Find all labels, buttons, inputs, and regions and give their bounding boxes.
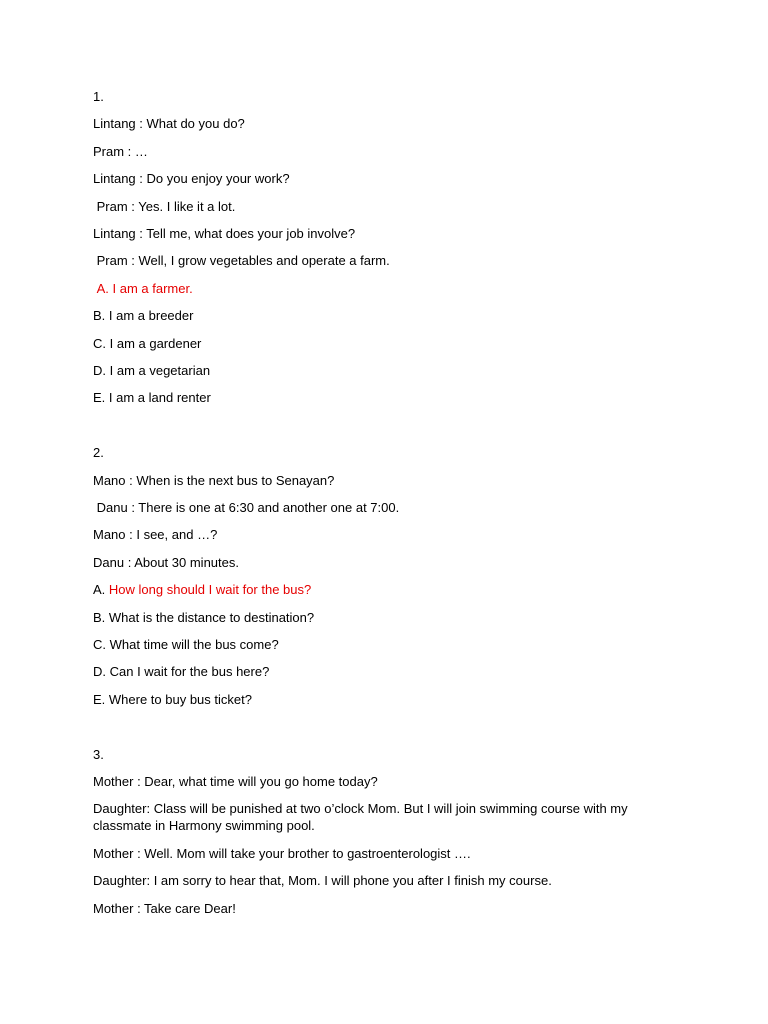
answer-option: C. What time will the bus come? [93,636,279,652]
answer-option-prefix: A. [93,582,109,598]
dialogue-line: Danu : About 30 minutes. [93,554,239,570]
answer-option: D. Can I wait for the bus here? [93,664,270,680]
dialogue-line: Lintang : Do you enjoy your work? [93,171,290,187]
question-1 [93,88,653,406]
question-3 [93,746,653,917]
dialogue-line: Pram : Yes. I like it a lot. [93,198,236,214]
answer-option: E. I am a land renter [93,390,211,406]
question-number: 3. [93,746,104,762]
answer-option: D. I am a vegetarian [93,362,211,378]
question-number: 2. [93,445,104,461]
answer-option-correct: A. I am a farmer. [93,280,193,296]
dialogue-line: Mano : When is the next bus to Senayan? [93,472,335,488]
question-number: 1. [93,89,104,104]
answer-option-text: How long should I wait for the bus? [108,582,312,598]
answer-option: C. I am a gardener [93,335,202,351]
dialogue-line: Mother : Dear, what time will you go home today? [93,773,378,789]
spacer [93,718,653,746]
answer-option: B. What is the distance to destination? [93,609,315,625]
spacer [93,417,653,445]
document-body [93,88,653,927]
question-2 [93,444,653,708]
dialogue-line: Daughter: I am sorry to hear that, Mom. I will phone you after I finish my course. [93,873,552,889]
answer-option-correct [93,581,653,598]
answer-option: B. I am a breeder [93,308,194,324]
answer-option: E. Where to buy bus ticket? [93,691,252,707]
dialogue-line: Lintang : What do you do? [93,116,245,132]
dialogue-line: Lintang : Tell me, what does your job involve? [93,225,356,241]
dialogue-line: Mother : Take care Dear! [93,900,236,916]
dialogue-line: Mother : Well. Mom will take your brother to gastroenterologist …. [93,845,471,861]
dialogue-line: Danu : There is one at 6:30 and another one at 7:00. [93,499,400,515]
dialogue-line: Pram : Well, I grow vegetables and operate a farm. [93,253,390,269]
dialogue-line: Pram : … [93,143,148,159]
dialogue-line: Daughter: Class will be punished at two o’clock Mom. But I will join swimming course with my classmate in Harmony swimming pool. [93,801,632,834]
dialogue-line: Mano : I see, and …? [93,527,218,543]
